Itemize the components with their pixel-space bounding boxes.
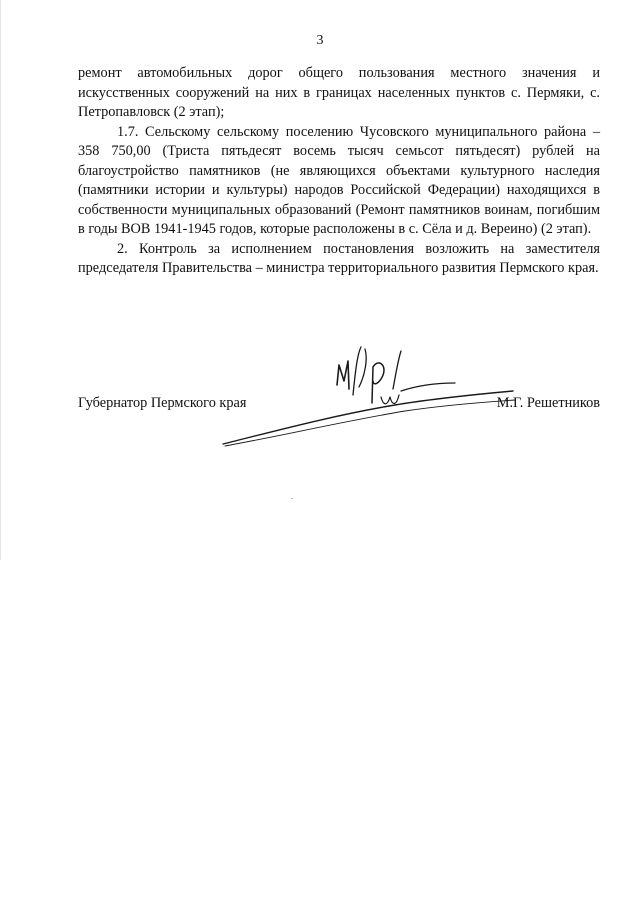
signatory-name: М.Г. Решетников [496, 395, 600, 411]
document-body [78, 64, 600, 279]
handwritten-signature [215, 345, 525, 455]
paragraph-item-2: 2. Контроль за исполнением постановления возложить на заместителя председателя Правительства – министра территориального развития Пермского края. [78, 240, 600, 276]
paragraph-item-1-7: 1.7. Сельскому сельскому поселению Чусовского муниципального района – 358 750,00 (Триста пятьдесят восемь тысяч семьсот пятьдесят) рублей на благоустройство памятников (не являющихся объектами культурного наследия (памятники истории и культуры) народов Российской Федерации) находящихся в собственности муниципальных образований (Ремонт памятников воинам, погибшим в годы ВОВ 1941-1945 годов, которые расположены в с. Сёла и д. Вереино) (2 этап). [78, 123, 600, 237]
paragraph-continuation: ремонт автомобильных дорог общего пользования местного значения и искусственных сооружений на них в границах населенных пунктов с. Пермяки, с. Петропавловск (2 этап); [78, 65, 600, 120]
scan-edge [0, 0, 1, 560]
scan-speck [291, 498, 293, 499]
page-number: 3 [316, 33, 324, 48]
signatory-position: Губернатор Пермского края [78, 395, 247, 411]
